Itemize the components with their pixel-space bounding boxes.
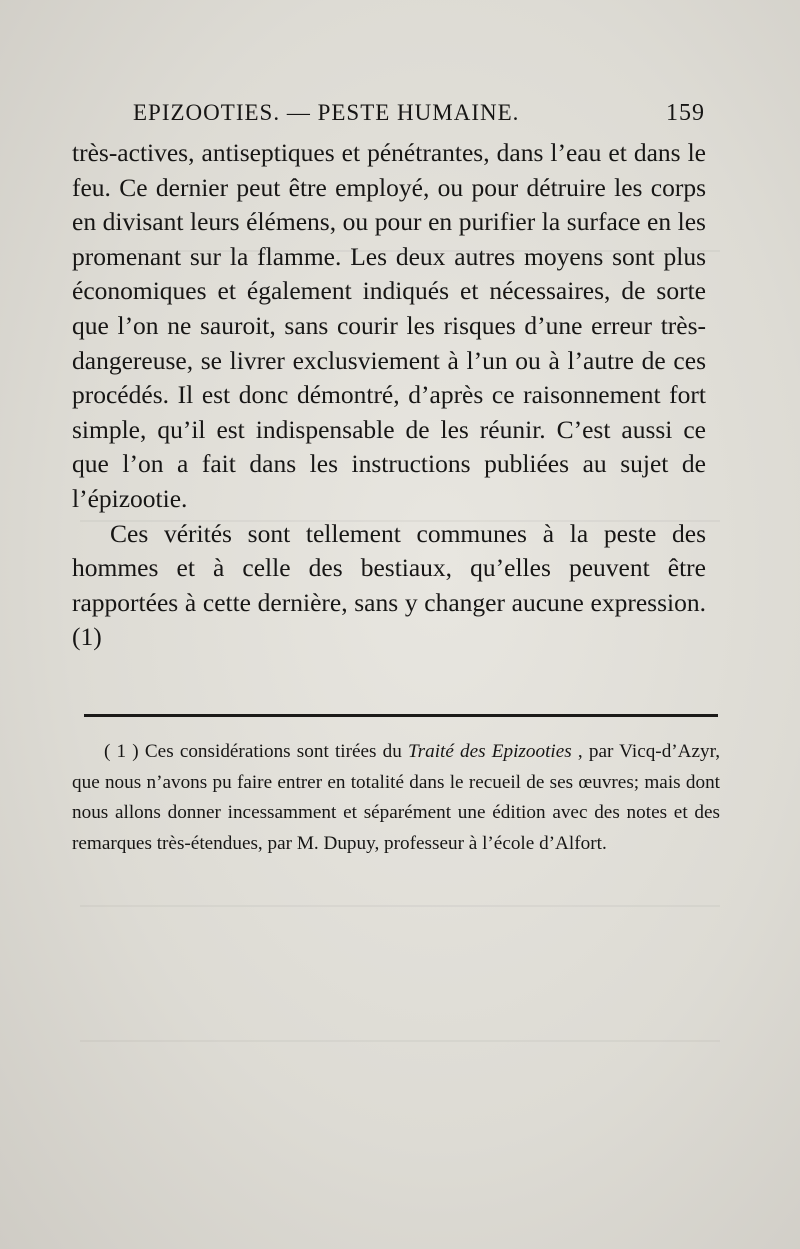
main-text	[72, 136, 706, 655]
footnote-italic-title: Traité des Epizooties	[408, 741, 572, 762]
running-head: EPIZOOTIES. — PESTE HUMAINE.	[133, 100, 520, 125]
page-number: 159	[666, 100, 705, 126]
page-header	[133, 96, 711, 130]
bleed-through-line	[80, 905, 720, 907]
footnote	[72, 737, 720, 859]
paragraph: très-actives, antiseptiques et pénétrantes, dans l’eau et dans le feu. Ce dernier peut être employé, ou pour détruire les corps en divisant leurs élémens, ou pour en purifier la surface en les promenant sur la flamme. Les deux autres moyens sont plus économiques et également indiqués et nécessaires, de sorte que l’on ne sauroit, sans courir les risques d’une erreur très-dangereuse, se livrer exclusviement à l’un ou à l’autre de ces procédés. Il est donc démontré, d’après ce raisonnement fort simple, qu’il est indispensable de les réunir. C’est aussi ce que l’on a fait dans les instructions publiées au sujet de l’épizootie.	[72, 138, 706, 513]
bleed-through-line	[80, 1040, 720, 1042]
footnote-rule	[84, 714, 718, 717]
footnote-marker: ( 1 )	[104, 741, 139, 762]
footnote-paragraph	[72, 737, 720, 859]
paragraph: Ces vérités sont tellement communes à la peste des hommes et à celle des bestiaux, qu’elles peuvent être rapportées à cette dernière, sans y changer aucune expression. (1)	[72, 518, 706, 652]
footnote-text-before: Ces considérations sont tirées du	[144, 741, 402, 762]
footnote-text-after: , par Vicq-d’Azyr, que nous n’avons pu faire entrer en totalité dans le recueil de ses œuvres; mais dont nous allons donner incessamment et séparément une édition avec des notes et des remarques très-étendues, par M. Dupuy, professeur à l’école d’Alfort.	[72, 741, 721, 854]
